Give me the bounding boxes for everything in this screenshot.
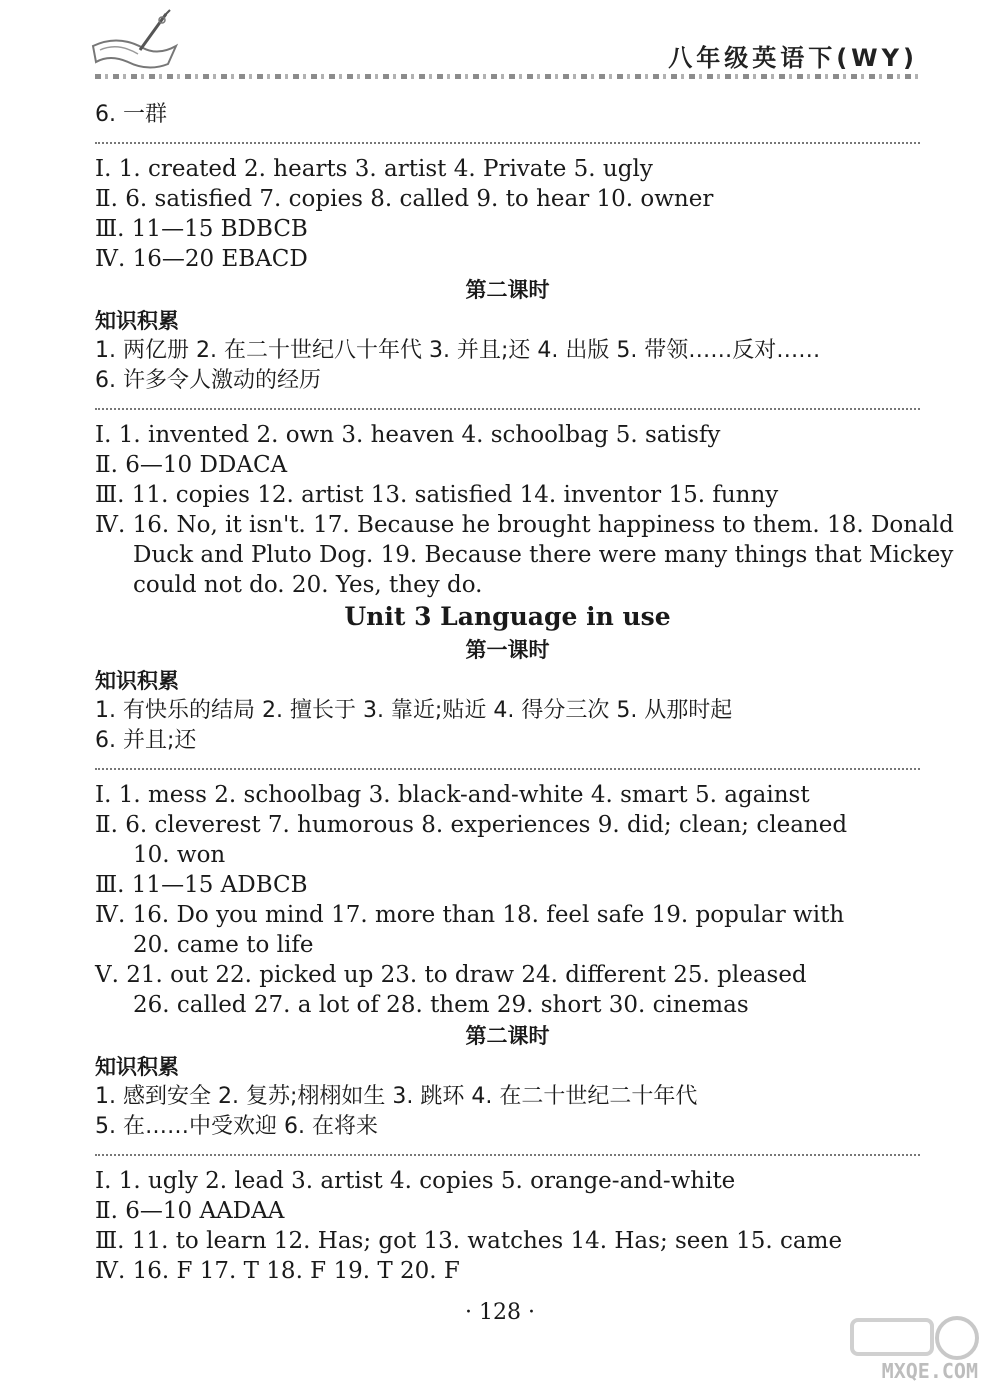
answer-content	[95, 100, 954, 1286]
knowledge-heading: 知识积累	[95, 669, 179, 693]
answer-line: Duck and Pluto Dog. 19. Because there were many things that Mickey	[133, 542, 954, 568]
answer-line: Ⅴ. 21. out 22. picked up 23. to draw 24. different 25. pleased	[95, 962, 807, 988]
text-line: 1. 感到安全 2. 复苏;栩栩如生 3. 跳环 4. 在二十世纪二十年代	[95, 1084, 698, 1109]
lesson-heading: 第二课时	[465, 1024, 550, 1048]
text-line: 6. 一群	[95, 102, 167, 127]
answer-line: Ⅳ. 16. F 17. T 18. F 19. T 20. F	[95, 1258, 460, 1284]
answer-line: Ⅰ. 1. invented 2. own 3. heaven 4. schoolbag 5. satisfy	[95, 422, 721, 448]
dotted-divider	[95, 408, 920, 410]
header-divider	[95, 74, 920, 79]
answer-line: Ⅳ. 16. No, it isn't. 17. Because he brought happiness to them. 18. Donald	[95, 512, 954, 538]
answer-line: 20. came to life	[133, 932, 314, 958]
knowledge-heading: 知识积累	[95, 1055, 179, 1079]
page-header	[0, 0, 1000, 85]
book-title: 八年级英语下(WY)	[668, 44, 918, 72]
lesson-heading: 第二课时	[465, 278, 550, 302]
dotted-divider	[95, 1154, 920, 1156]
book-pencil-logo-icon	[88, 6, 183, 76]
watermark-text: MXQE.COM	[881, 1359, 978, 1383]
answer-line: Ⅲ. 11. copies 12. artist 13. satisfied 14. inventor 15. funny	[95, 482, 779, 508]
text-line: 1. 两亿册 2. 在二十世纪八十年代 3. 并且;还 4. 出版 5. 带领……反对……	[95, 338, 821, 363]
unit-title: Unit 3 Language in use	[344, 602, 671, 631]
text-line: 6. 并且;还	[95, 728, 197, 753]
answer-line: 10. won	[133, 842, 226, 868]
dotted-divider	[95, 768, 920, 770]
text-line: 1. 有快乐的结局 2. 擅长于 3. 靠近;贴近 4. 得分三次 5. 从那时起	[95, 698, 733, 723]
answer-line: Ⅰ. 1. created 2. hearts 3. artist 4. Private 5. ugly	[95, 156, 653, 182]
text-line: 5. 在……中受欢迎 6. 在将来	[95, 1114, 378, 1139]
answer-line: Ⅰ. 1. ugly 2. lead 3. artist 4. copies 5. orange-and-white	[95, 1168, 736, 1194]
answer-line: could not do. 20. Yes, they do.	[133, 572, 483, 598]
text-line: 6. 许多令人激动的经历	[95, 368, 321, 393]
answer-line: Ⅱ. 6. cleverest 7. humorous 8. experiences 9. did; clean; cleaned	[95, 812, 848, 838]
answer-line: Ⅳ. 16—20 EBACD	[95, 246, 308, 272]
knowledge-heading: 知识积累	[95, 309, 179, 333]
answer-line: Ⅱ. 6—10 AADAA	[95, 1198, 285, 1224]
answer-line: Ⅱ. 6. satisfied 7. copies 8. called 9. to hear 10. owner	[95, 186, 714, 212]
answer-line: Ⅱ. 6—10 DDACA	[95, 452, 288, 478]
page-number: · 128 ·	[465, 1300, 535, 1325]
answer-line: Ⅲ. 11—15 ADBCB	[95, 872, 308, 898]
answer-line: Ⅲ. 11—15 BDBCB	[95, 216, 308, 242]
answer-line: Ⅳ. 16. Do you mind 17. more than 18. feel safe 19. popular with	[95, 902, 845, 928]
answer-line: 26. called 27. a lot of 28. them 29. short 30. cinemas	[133, 992, 749, 1018]
lesson-heading: 第一课时	[465, 638, 550, 662]
answer-line: Ⅲ. 11. to learn 12. Has; got 13. watches 14. Has; seen 15. came	[95, 1228, 843, 1254]
dotted-divider	[95, 142, 920, 144]
answer-line: Ⅰ. 1. mess 2. schoolbag 3. black-and-white 4. smart 5. against	[95, 782, 810, 808]
